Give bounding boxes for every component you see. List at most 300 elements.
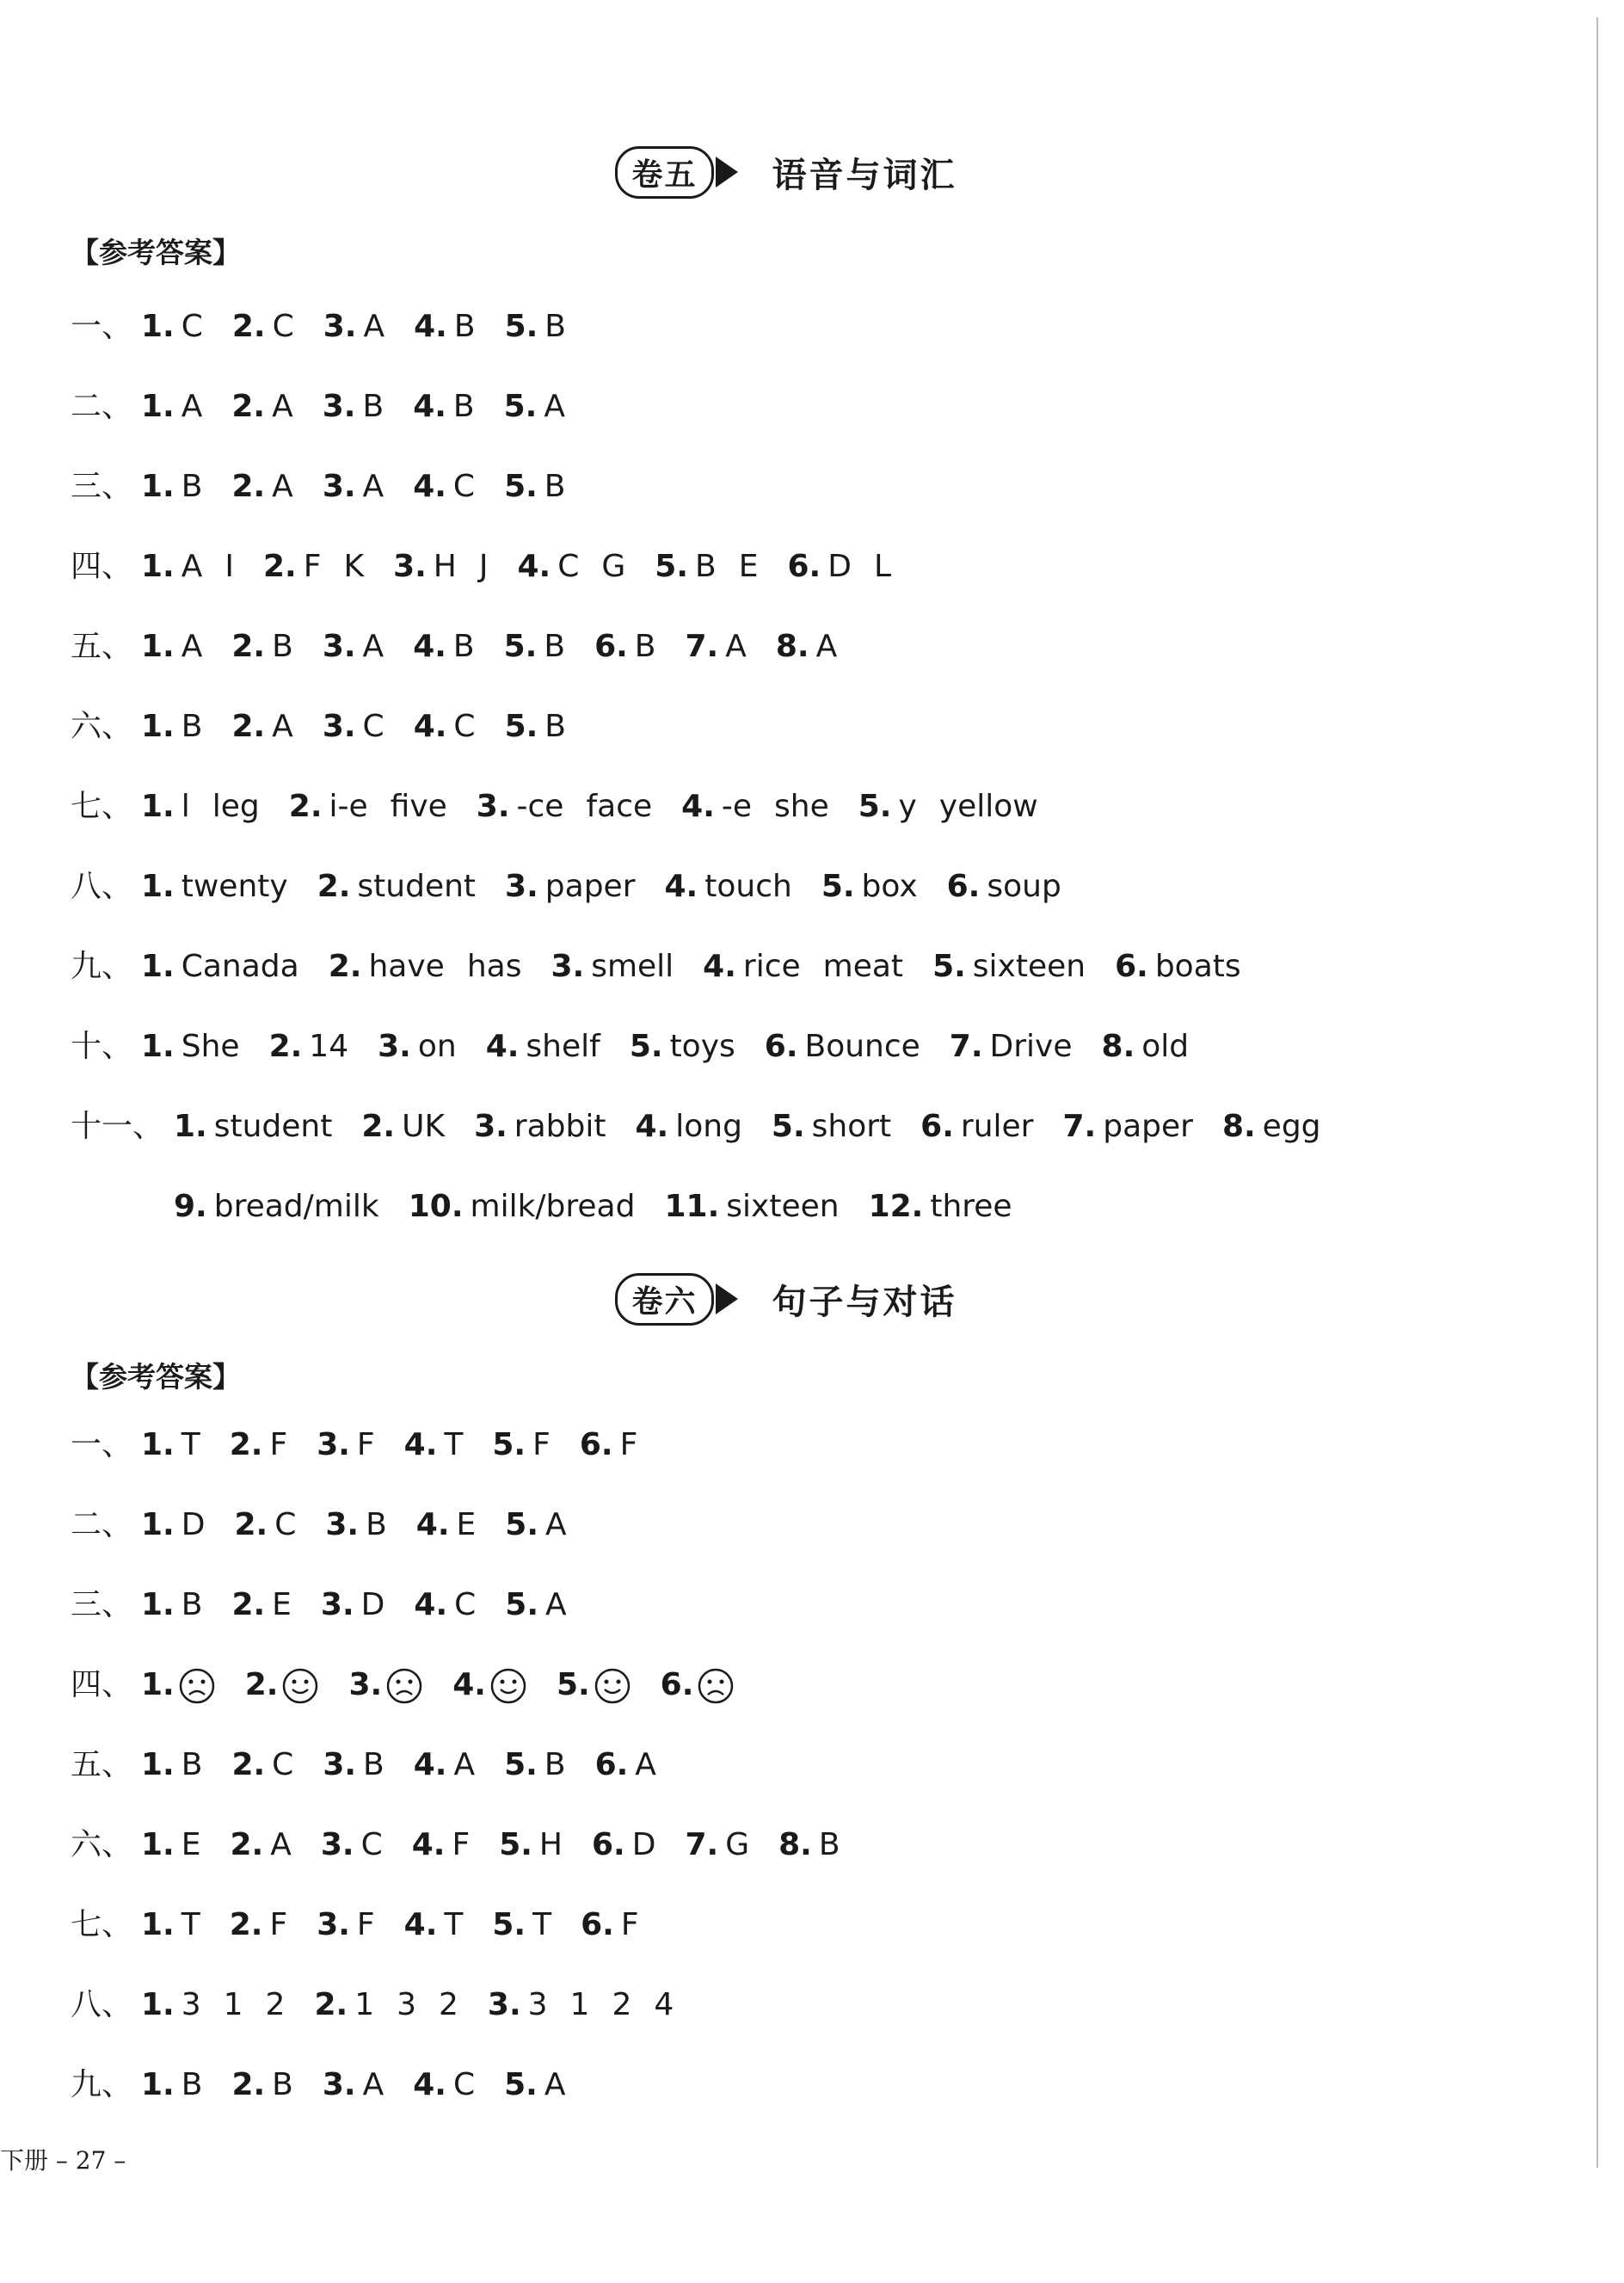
answer-item	[289, 781, 447, 833]
answer-value: box	[861, 869, 918, 904]
item-number: 6.	[1115, 949, 1148, 984]
item-number: 3.	[322, 389, 356, 424]
answer-item	[665, 861, 792, 913]
answer-value: E	[738, 549, 759, 584]
answer-item	[141, 1499, 205, 1551]
answer-item	[230, 1819, 291, 1871]
answer-value: 3	[527, 1987, 548, 2022]
answer-item	[488, 1979, 674, 2031]
answer-item	[231, 381, 292, 433]
answer-value: B	[544, 469, 566, 504]
answer-value: A	[362, 2067, 384, 2102]
question-group-label: 一、	[71, 309, 133, 344]
answer-value: rabbit	[514, 1109, 606, 1144]
answer-item	[325, 1499, 386, 1551]
answer-item	[504, 381, 565, 433]
answer-item	[504, 621, 565, 673]
answer-value: A	[544, 389, 565, 424]
item-number: 8.	[1101, 1029, 1135, 1064]
answer-value: A	[453, 1747, 476, 1782]
smiley-face-icon	[590, 1659, 631, 1711]
answer-item	[932, 941, 1086, 993]
answer-item	[630, 1021, 735, 1073]
answer-value: old	[1141, 1029, 1190, 1064]
item-number: 7.	[949, 1029, 983, 1064]
item-number: 4.	[415, 1507, 450, 1542]
answer-item	[378, 1021, 457, 1073]
item-number: 2.	[231, 309, 266, 344]
item-number: 3.	[393, 549, 427, 584]
arrow-right-icon	[716, 157, 738, 188]
answer-item	[317, 1419, 374, 1471]
item-number: 1.	[141, 1987, 175, 2022]
answer-item	[414, 301, 475, 353]
item-number: 4.	[413, 629, 446, 664]
item-number: 1.	[141, 549, 175, 584]
question-group-label: 四、	[71, 1667, 133, 1702]
answer-item	[778, 1819, 840, 1871]
item-number: 5.	[504, 469, 538, 504]
answer-value: i-e	[329, 789, 368, 824]
item-number: 4.	[413, 469, 446, 504]
item-number: 4.	[413, 389, 446, 424]
answer-item	[858, 781, 1038, 833]
answer-item	[231, 701, 292, 753]
item-number: 1.	[141, 869, 175, 904]
answer-item	[141, 701, 202, 753]
item-number: 3.	[320, 1827, 354, 1862]
item-number: 1.	[141, 469, 175, 504]
item-number: 6.	[581, 1907, 614, 1942]
item-number: 4.	[664, 869, 698, 904]
item-number: 6.	[787, 549, 821, 584]
answer-value: I	[225, 549, 234, 584]
item-number: 5.	[556, 1667, 590, 1702]
question-group-label: 八、	[71, 869, 133, 904]
item-number: 5.	[858, 789, 892, 824]
answer-item	[323, 301, 384, 353]
item-number: 3.	[476, 789, 510, 824]
item-number: 1.	[141, 389, 175, 424]
answer-value: on	[417, 1029, 457, 1064]
answer-item	[141, 1419, 200, 1471]
answer-item	[595, 1739, 656, 1791]
item-number: 1.	[141, 1747, 175, 1782]
answer-item	[317, 861, 476, 913]
item-number: 5.	[492, 1427, 526, 1462]
answer-item	[685, 1819, 749, 1871]
item-number: 2.	[234, 1507, 268, 1542]
answer-item	[414, 1579, 476, 1631]
answer-value: y	[898, 789, 917, 824]
item-number: 1.	[141, 1667, 175, 1702]
item-number: 1.	[141, 1907, 175, 1942]
answer-item	[413, 381, 474, 433]
answer-item	[947, 861, 1061, 913]
answer-item	[141, 621, 202, 673]
answer-value: A	[545, 1587, 567, 1622]
answer-row	[71, 1819, 870, 1871]
answer-value: A	[545, 1507, 567, 1542]
answer-value: B	[544, 1747, 566, 1782]
answer-row	[71, 1579, 596, 1631]
question-group-label: 六、	[71, 709, 133, 744]
answer-value: 2	[439, 1987, 458, 2022]
item-number: 3.	[378, 1029, 411, 1064]
answer-value: E	[181, 1827, 201, 1862]
section6-header	[0, 1265, 1624, 1333]
answer-item	[230, 1419, 287, 1471]
answer-value: B	[695, 549, 717, 584]
answer-value: A	[181, 389, 203, 424]
answer-item	[404, 1899, 464, 1951]
answer-item	[681, 781, 829, 833]
answer-item	[416, 1499, 476, 1551]
answer-value: A	[272, 389, 293, 424]
question-group-label: 三、	[71, 1587, 133, 1622]
answer-item	[703, 941, 903, 993]
answer-value: T	[444, 1427, 464, 1462]
question-group-label: 七、	[71, 789, 133, 824]
answer-value: twenty	[181, 869, 288, 904]
question-group-label: 一、	[71, 1427, 133, 1462]
smiley-face-icon	[278, 1659, 319, 1711]
answer-value: sixteen	[726, 1189, 840, 1224]
answer-item	[551, 941, 674, 993]
answer-value: 14	[309, 1029, 349, 1064]
answer-value: leg	[212, 789, 260, 824]
section6-answer-key-label: 【参考答案】	[71, 1360, 241, 1394]
item-number: 2.	[231, 469, 266, 504]
sad-face-icon	[693, 1659, 735, 1711]
answer-item	[329, 941, 522, 993]
answer-value: milk/bread	[470, 1189, 636, 1224]
answer-value: B	[181, 1587, 203, 1622]
item-number: 5.	[504, 709, 538, 744]
item-number: 8.	[1221, 1109, 1256, 1144]
page-footer: 下册 – 27 –	[0, 2146, 126, 2175]
answer-item	[581, 1899, 638, 1951]
item-number: 4.	[681, 789, 715, 824]
answer-row	[71, 541, 920, 593]
answer-value: UK	[402, 1109, 446, 1144]
item-number: 6.	[594, 629, 628, 664]
answer-row	[71, 381, 594, 433]
item-number: 5.	[505, 1507, 538, 1542]
answer-item	[141, 1659, 216, 1711]
item-number: 2.	[229, 1907, 263, 1942]
item-number: 10.	[408, 1189, 464, 1224]
answer-value: student	[357, 869, 477, 904]
answer-item	[409, 1181, 636, 1233]
item-number: 1.	[141, 629, 175, 664]
answer-row	[71, 1979, 703, 2031]
answer-value: A	[635, 1747, 656, 1782]
item-number: 3.	[317, 1427, 350, 1462]
answer-item	[505, 861, 635, 913]
answer-item	[141, 461, 202, 513]
answer-value: bread/milk	[213, 1189, 379, 1224]
item-number: 4.	[411, 1827, 446, 1862]
answer-value: T	[181, 1427, 200, 1462]
answer-item	[505, 1499, 566, 1551]
answer-item	[594, 621, 655, 673]
item-number: 2.	[231, 389, 266, 424]
answer-item	[141, 861, 288, 913]
item-number: 3.	[322, 629, 356, 664]
page-edge-line	[1596, 17, 1598, 2168]
item-number: 6.	[579, 1427, 613, 1462]
answer-value: F	[269, 1907, 288, 1942]
answer-item	[323, 1739, 384, 1791]
item-number: 2.	[230, 1827, 264, 1862]
answer-item	[348, 1659, 423, 1711]
answer-value: B	[818, 1827, 840, 1862]
answer-item	[231, 461, 292, 513]
answer-value: C	[453, 709, 476, 744]
item-number: 1.	[141, 709, 175, 744]
answer-item	[361, 1101, 445, 1153]
item-number: 3.	[487, 1987, 521, 2022]
section5-volume-label: 卷五	[615, 146, 713, 199]
answer-value: face	[586, 789, 653, 824]
item-number: 6.	[764, 1029, 798, 1064]
answer-item	[580, 1419, 637, 1471]
answer-item	[635, 1101, 741, 1153]
answer-value: Canada	[181, 949, 299, 984]
item-number: 4.	[403, 1427, 438, 1462]
answer-value: T	[532, 1907, 552, 1942]
answer-value: H	[433, 549, 457, 584]
answer-value: T	[181, 1907, 200, 1942]
answer-item	[776, 621, 837, 673]
answer-value: C	[272, 309, 294, 344]
answer-value: A	[272, 469, 293, 504]
item-number: 2.	[288, 789, 323, 824]
item-number: 5.	[503, 629, 538, 664]
item-number: 3.	[323, 309, 357, 344]
answer-value: B	[181, 709, 203, 744]
answer-item	[141, 381, 202, 433]
question-group-label: 二、	[71, 1507, 133, 1542]
answer-value: B	[634, 629, 656, 664]
answer-item	[504, 2059, 565, 2111]
answer-item	[174, 1101, 332, 1153]
answer-value: 1	[569, 1987, 590, 2022]
answer-item	[231, 621, 292, 673]
answer-value: C	[557, 549, 580, 584]
answer-value: paper	[544, 869, 636, 904]
item-number: 2.	[231, 709, 266, 744]
answer-value: C	[452, 469, 476, 504]
item-number: 1.	[174, 1109, 207, 1144]
section6-volume-label: 卷六	[615, 1273, 713, 1326]
answer-item	[505, 301, 566, 353]
answer-item	[821, 861, 918, 913]
answer-value: B	[544, 309, 566, 344]
item-number: 7.	[685, 629, 719, 664]
answer-item	[1102, 1021, 1190, 1073]
answer-item	[141, 541, 234, 593]
answer-item	[317, 1899, 374, 1951]
answer-item	[141, 1899, 200, 1951]
question-group-label: 十一、	[71, 1109, 164, 1144]
item-number: 2.	[229, 1427, 263, 1462]
item-number: 3.	[474, 1109, 508, 1144]
answer-row	[71, 1419, 667, 1471]
answer-item	[950, 1021, 1073, 1073]
item-number: 3.	[348, 1667, 383, 1702]
item-number: 5.	[504, 309, 538, 344]
answer-value: D	[827, 549, 852, 584]
answer-item	[505, 701, 566, 753]
item-number: 3.	[322, 709, 356, 744]
answer-item	[1115, 941, 1241, 993]
item-number: 3.	[325, 1507, 360, 1542]
item-number: 3.	[551, 949, 585, 984]
answer-value: F	[356, 1427, 375, 1462]
item-number: 3.	[320, 1587, 354, 1622]
item-number: 4.	[452, 1667, 486, 1702]
answer-item	[141, 301, 203, 353]
answer-row	[71, 1739, 686, 1791]
answer-value: B	[363, 1747, 384, 1782]
item-number: 1.	[141, 1507, 175, 1542]
answer-value: F	[532, 1427, 551, 1462]
answer-item	[231, 1579, 291, 1631]
item-number: 1.	[141, 309, 175, 344]
item-number: 3.	[322, 2067, 356, 2102]
answer-row	[71, 621, 866, 673]
answer-row	[71, 2059, 595, 2111]
answer-item	[499, 1819, 563, 1871]
answer-value: boats	[1154, 949, 1241, 984]
item-number: 1.	[141, 1427, 175, 1462]
answer-item	[686, 621, 747, 673]
answer-item	[592, 1819, 655, 1871]
answer-value: 4	[654, 1987, 674, 2022]
answer-item	[232, 301, 294, 353]
answer-item	[404, 1419, 464, 1471]
item-number: 4.	[517, 549, 551, 584]
answer-item	[323, 381, 384, 433]
question-group-label: 二、	[71, 389, 133, 424]
answer-row	[71, 301, 595, 353]
section5-title: 语音与词汇	[772, 154, 957, 195]
answer-item	[664, 1181, 839, 1233]
item-number: 3.	[317, 1907, 350, 1942]
section5-header	[0, 138, 1624, 206]
answer-item	[504, 461, 565, 513]
smiley-face-icon	[486, 1659, 527, 1711]
answer-item	[920, 1101, 1033, 1153]
answer-item	[141, 781, 260, 833]
answer-item	[321, 1819, 383, 1871]
answer-item	[452, 1659, 527, 1711]
answer-value: B	[272, 2067, 293, 2102]
answer-row	[71, 861, 1091, 913]
answer-item	[787, 541, 891, 593]
answer-item	[314, 1979, 458, 2031]
item-number: 2.	[317, 869, 351, 904]
item-number: 5.	[503, 389, 538, 424]
item-number: 5.	[932, 949, 966, 984]
question-group-label: 六、	[71, 1827, 133, 1862]
answer-value: B	[362, 389, 384, 424]
item-number: 2.	[231, 1587, 266, 1622]
question-group-label: 九、	[71, 2067, 133, 2102]
answer-item	[765, 1021, 920, 1073]
answer-value: B	[366, 1507, 387, 1542]
item-number: 2.	[244, 1667, 279, 1702]
answer-item	[323, 701, 384, 753]
section6-volume-badge	[615, 1273, 737, 1326]
item-number: 4.	[414, 1587, 448, 1622]
item-number: 5.	[492, 1907, 526, 1942]
item-number: 1.	[141, 1827, 175, 1862]
item-number: 6.	[660, 1667, 694, 1702]
sad-face-icon	[175, 1659, 216, 1711]
answer-value: short	[811, 1109, 892, 1144]
item-number: 6.	[946, 869, 981, 904]
item-number: 2.	[231, 2067, 266, 2102]
answer-value: egg	[1262, 1109, 1321, 1144]
answer-item	[1062, 1101, 1192, 1153]
answer-value: E	[272, 1587, 292, 1622]
answer-value: A	[362, 469, 384, 504]
item-number: 1.	[141, 949, 175, 984]
answer-value: C	[454, 1587, 477, 1622]
answer-item	[141, 1021, 240, 1073]
answer-row	[71, 941, 1270, 993]
answer-item	[772, 1101, 891, 1153]
answer-row	[71, 1499, 596, 1551]
answer-value: meat	[822, 949, 904, 984]
answer-value: A	[362, 629, 384, 664]
item-number: 1.	[141, 1029, 175, 1064]
item-number: 8.	[775, 629, 809, 664]
item-number: 2.	[231, 629, 266, 664]
answer-value: sixteen	[972, 949, 1086, 984]
item-number: 4.	[414, 309, 447, 344]
answer-item	[1222, 1101, 1321, 1153]
answer-item	[231, 2059, 292, 2111]
item-number: 4.	[485, 1029, 520, 1064]
item-number: 8.	[778, 1827, 812, 1862]
answer-item	[414, 1739, 475, 1791]
answer-value: have	[368, 949, 445, 984]
answer-value: H	[538, 1827, 563, 1862]
item-number: 5.	[771, 1109, 805, 1144]
answer-value: F	[356, 1907, 375, 1942]
item-number: 7.	[1062, 1109, 1097, 1144]
item-number: 6.	[920, 1109, 954, 1144]
answer-row	[71, 781, 1067, 833]
answer-item	[231, 1739, 293, 1791]
answer-value: A	[181, 549, 203, 584]
answer-value: F	[619, 1427, 638, 1462]
answer-value: B	[544, 709, 566, 744]
item-number: 6.	[592, 1827, 625, 1862]
answer-item	[518, 541, 626, 593]
answer-value: A	[725, 629, 747, 664]
item-number: 2.	[328, 949, 362, 984]
answer-value: toys	[669, 1029, 735, 1064]
item-number: 4.	[413, 709, 447, 744]
section5-answer-key-label: 【参考答案】	[71, 236, 241, 269]
answer-item	[492, 1899, 551, 1951]
answer-item	[557, 1659, 631, 1711]
